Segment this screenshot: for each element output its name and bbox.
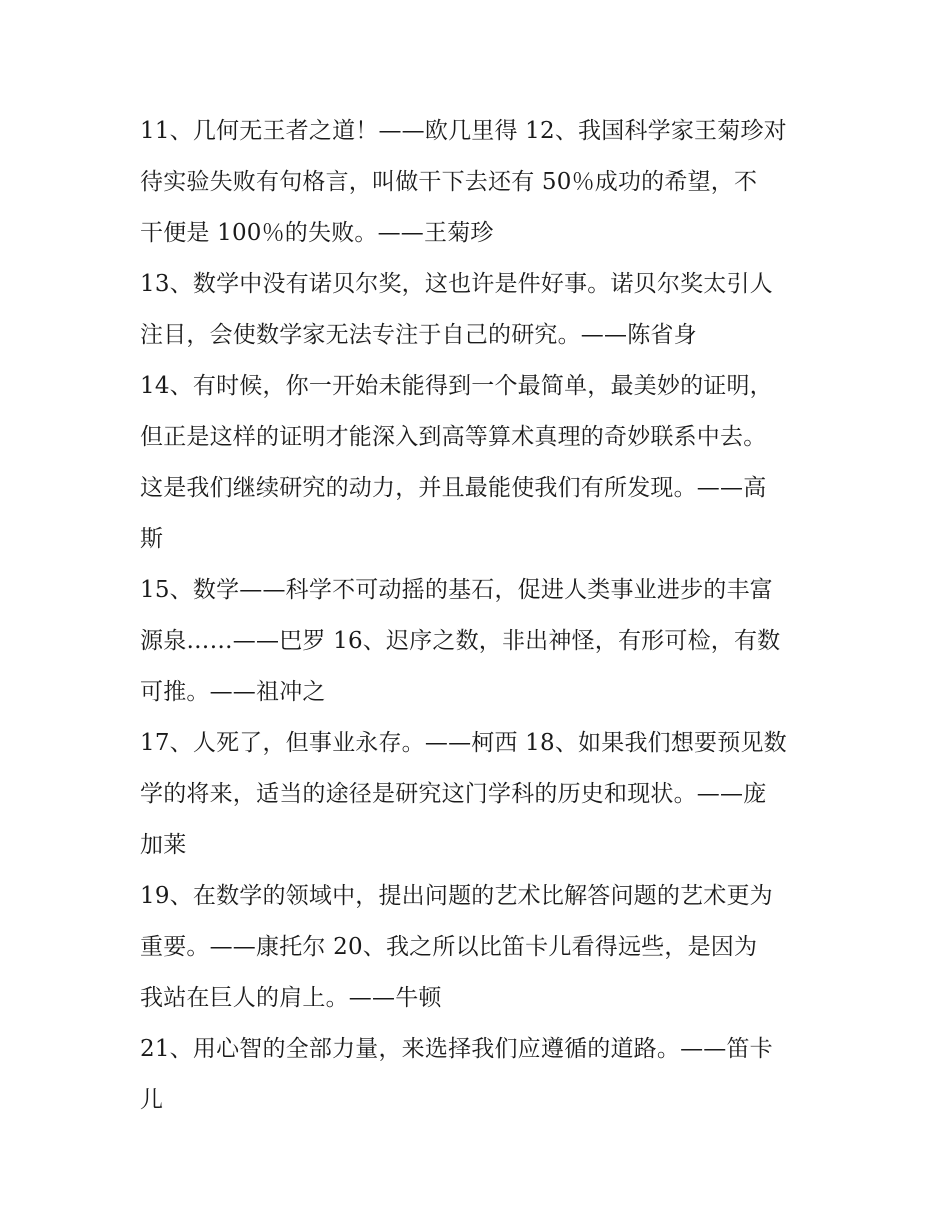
text-line-13: 17、人死了，但事业永存。——柯西 18、如果我们想要预见数 xyxy=(140,730,787,756)
text-line-3: 干便是 100％的失败。——王菊珍 xyxy=(140,220,494,246)
text-line-5: 注目，会使数学家无法专注于自己的研究。——陈省身 xyxy=(140,322,697,348)
text-line-6: 14、有时候，你一开始未能得到一个最简单，最美妙的证明， xyxy=(140,373,773,399)
text-line-2: 待实验失败有句格言，叫做干下去还有 50％成功的希望，不 xyxy=(140,169,758,195)
text-line-15: 加莱 xyxy=(140,832,187,858)
text-line-7: 但正是这样的证明才能深入到高等算术真理的奇妙联系中去。 xyxy=(140,424,767,450)
text-line-12: 可推。——祖冲之 xyxy=(140,679,326,705)
text-line-4: 13、数学中没有诺贝尔奖，这也许是件好事。诺贝尔奖太引人 xyxy=(140,271,773,297)
text-line-14: 学的将来，适当的途径是研究这门学科的历史和现状。——庞 xyxy=(140,781,767,807)
quote-text-block xyxy=(140,106,820,1126)
text-line-11: 源泉……——巴罗 16、迟序之数，非出神怪，有形可检，有数 xyxy=(140,628,781,654)
text-line-20: 儿 xyxy=(140,1087,164,1113)
text-line-17: 重要。——康托尔 20、我之所以比笛卡儿看得远些，是因为 xyxy=(140,934,758,960)
text-line-8: 这是我们继续研究的动力，并且最能使我们有所发现。——高 xyxy=(140,475,767,501)
text-line-18: 我站在巨人的肩上。——牛顿 xyxy=(140,985,442,1011)
text-line-16: 19、在数学的领域中，提出问题的艺术比解答问题的艺术更为 xyxy=(140,883,773,909)
text-line-19: 21、用心智的全部力量，来选择我们应遵循的道路。——笛卡 xyxy=(140,1036,773,1062)
text-line-1: 11、几何无王者之道！——欧几里得 12、我国科学家王菊珍对 xyxy=(140,118,787,144)
text-line-9: 斯 xyxy=(140,526,164,552)
text-line-10: 15、数学——科学不可动摇的基石，促进人类事业进步的丰富 xyxy=(140,577,773,603)
